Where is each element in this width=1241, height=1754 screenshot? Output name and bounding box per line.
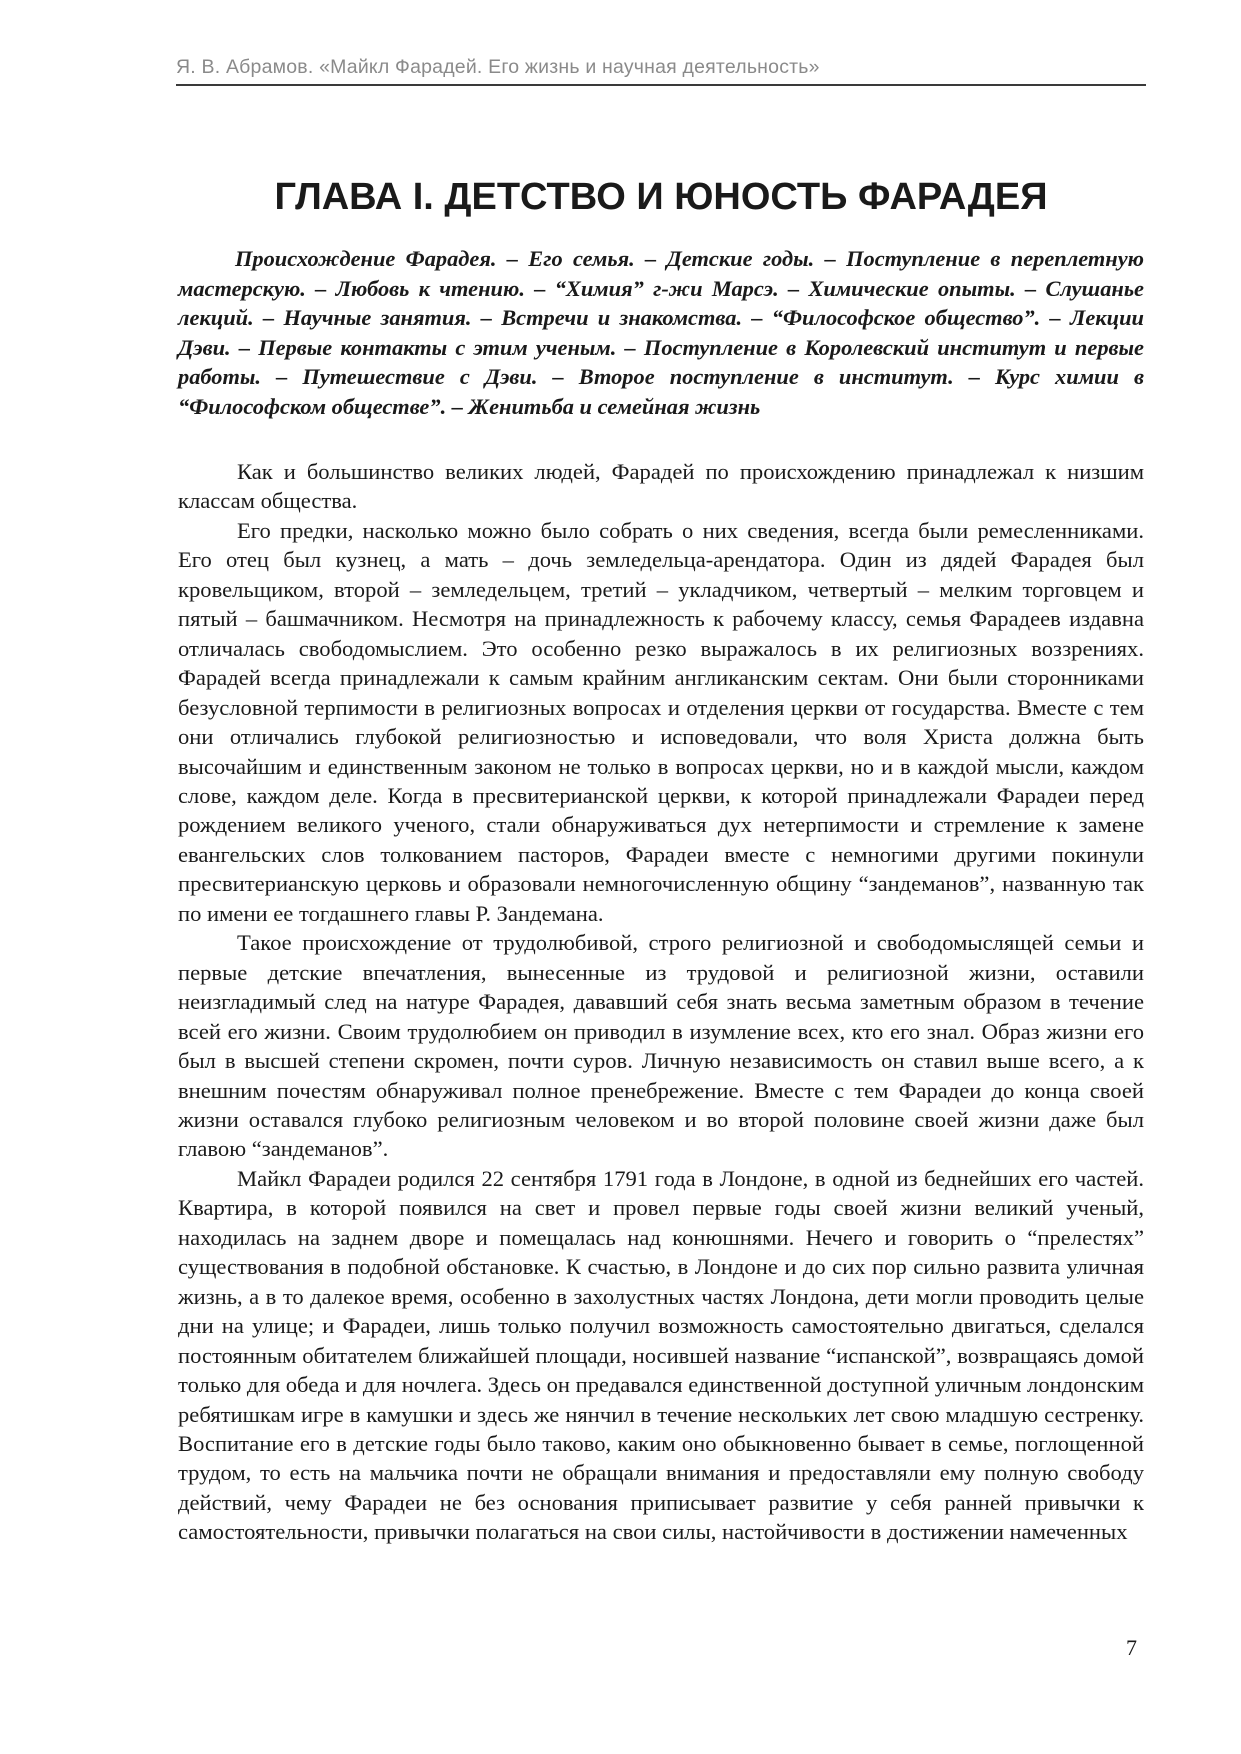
chapter-synopsis: Происхождение Фарадея. – Его семья. – Детские годы. – Поступление в переплетную мастерскую. – Любовь к чтению. – “Химия” г-жи Марсэ. – Химические опыты. – Слушанье лекций. – Научные занятия. – Встречи и знакомства. – “Философское общество”. – Лекции Дэви. – Первые контакты с этим ученым. – Поступление в Королевский институт и первые работы. – Путешествие с Дэви. – Второе поступление в институт. – Курс химии в “Философском обществе”. – Женитьба и семейная жизнь [178, 246, 1144, 419]
running-header [176, 54, 1146, 86]
paragraph: Такое происхождение от трудолюбивой, строго религиозной и свободомыслящей семьи и первые детские впечатления, вынесенные из трудовой и религиозной жизни, оставили неизгладимый след на натуре Фарадея, дававший себя знать весьма заметным образом в течение всей его жизни. Своим трудолюбием он приводил в изумление всех, кто его знал. Образ жизни его был в высшей степени скромен, почти суров. Личную независимость он ставил выше всего, а к внешним почестям обнаруживал полное пренебрежение. Вместе с тем Фарадеи до конца своей жизни оставался глубоко религиозным человеком и во второй половине своей жизни даже был главою “зандеманов”. [178, 930, 1144, 1162]
paragraph: Его предки, насколько можно было собрать о них сведения, всегда были ремесленниками. Его отец был кузнец, а мать – дочь земледельца-арендатора. Один из дядей Фарадея был кровельщиком, второй – земледельцем, третий – укладчиком, четвертый – мелким торговцем и пятый – башмачником. Несмотря на принадлежность к рабочему классу, семья Фарадеев издавна отличалась свободомыслием. Это особенно резко выражалось в их религиозных воззрениях. Фарадей всегда принадлежали к самым крайним англиканским сектам. Они были сторонниками безусловной терпимости в религиозных вопросах и отделения церкви от государства. Вместе с тем они отличались глубокой религиозностью и исповедовали, что воля Христа должна быть высочайшим и единственным законом не только в вопросах церкви, но и в каждой мысли, каждом слове, каждом деле. Когда в пресвитерианской церкви, к которой принадлежали Фарадеи перед рождением великого ученого, стали обнаруживаться дух нетерпимости и стремление к замене евангельских слов толкованием пасторов, Фарадеи вместе с немногими другими покинули пресвитерианскую церковь и образовали немногочисленную общину “зандеманов”, названную так по имени ее тогдашнего главы Р. Зандемана. [178, 517, 1144, 926]
paragraph: Как и большинство великих людей, Фарадей по происхождению принадлежал к низшим классам общества. [178, 459, 1144, 514]
page-number: 7 [1126, 1635, 1137, 1660]
running-header-title: Я. В. Абрамов. «Майкл Фарадей. Его жизнь и научная деятельность» [176, 56, 820, 78]
chapter-title: ГЛАВА I. ДЕТСТВО И ЮНОСТЬ ФАРАДЕЯ [274, 176, 1048, 218]
body-text [178, 457, 1144, 1547]
paragraph: Майкл Фарадеи родился 22 сентября 1791 года в Лондоне, в одной из беднейших его частей. Квартира, в которой появился на свет и провел первые годы своей жизни великий ученый, находилась на заднем дворе и помещалась над конюшнями. Нечего и говорить о “прелестях” существования в подобной обстановке. К счастью, в Лондоне и до сих пор сильно развита уличная жизнь, а в то далекое время, особенно в захолустных частях Лондона, дети могли проводить целые дни на улице; и Фарадеи, лишь только получил возможность самостоятельно двигаться, сделался постоянным обитателем ближайшей площади, носившей название “испанской”, возвращаясь домой только для обеда и для ночлега. Здесь он предавался единственной доступной уличным лондонским ребятишкам игре в камушки и здесь же нянчил в течение нескольких лет свою младшую сестренку. Воспитание его в детские годы было таково, каким оно обыкновенно бывает в семье, поглощенной трудом, то есть на мальчика почти не обращали внимания и предоставляли ему полную свободу действий, чему Фарадеи не без основания приписывает развитие у себя ранней привычки к самостоятельности, привычки полагаться на свои силы, настойчивости в достижении намеченных [178, 1165, 1144, 1545]
